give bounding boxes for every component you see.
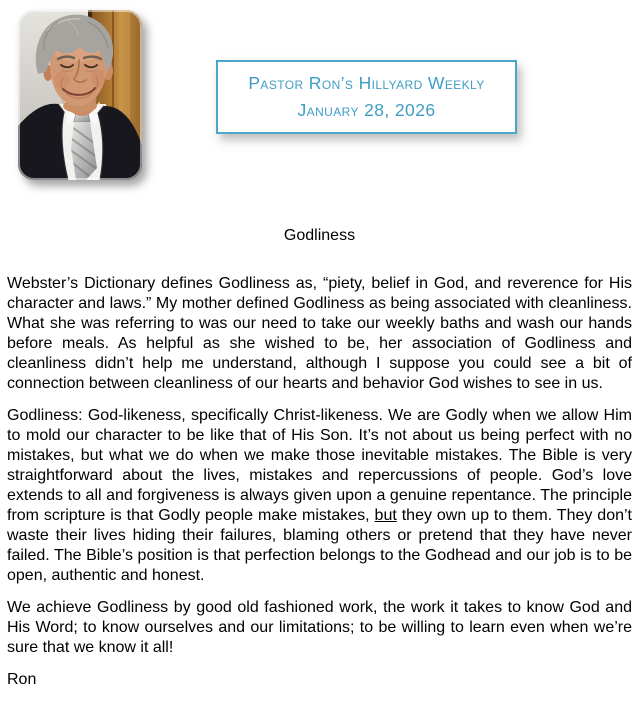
title-box (216, 60, 517, 134)
paragraph-2-underlined-word: but (374, 507, 397, 524)
pastor-portrait-illustration (18, 10, 142, 180)
paragraph-1: Webster’s Dictionary defines Godliness as, “piety, belief in God, and reverence for His character and laws.” My mother defined Godliness as being associated with cleanliness. What she was referring to was our need to take our weekly baths and wash our hands before meals. As helpful as she wished to be, her association of Godliness and cleanliness didn’t help me understand, although I suppose you could see a bit of connection between cleanliness of our hearts and behavior God wishes to see in us. (7, 275, 632, 392)
paragraph-2 (7, 406, 632, 586)
newsletter-title: Pastor Ron’s Hillyard Weekly (248, 73, 485, 93)
article-body (7, 226, 632, 690)
pastor-photo (18, 10, 142, 180)
paragraph-2-text-post: they own up to them. They don’t waste their lives hiding their failures, blaming others or pretend that they have never failed. The Bible’s position is that perfection belongs to the Godhead and our job is to be open, authentic and honest. (7, 507, 633, 584)
article-heading: Godliness (283, 227, 356, 244)
newsletter-date: January 28, 2026 (297, 99, 436, 120)
signature: Ron (7, 671, 37, 688)
paragraph-2-text-pre: Godliness: God-likeness, specifically Christ-likeness. We are Godly when we allow Him to mold our character to be like that of His Son. It’s not about us being perfect with no mistakes, but what we do when we make those inevitable mistakes. The Bible is very straightforward about the lives, mistakes and repercussions of people. God’s love extends to all and forgiveness is always given upon a genuine repentance. The principle from scripture is that Godly people make mistakes, (7, 407, 632, 524)
paragraph-3: We achieve Godliness by good old fashioned work, the work it takes to know God and His Word; to know ourselves and our limitations; to be willing to learn even when we’re sure that we know it all! (7, 599, 632, 656)
